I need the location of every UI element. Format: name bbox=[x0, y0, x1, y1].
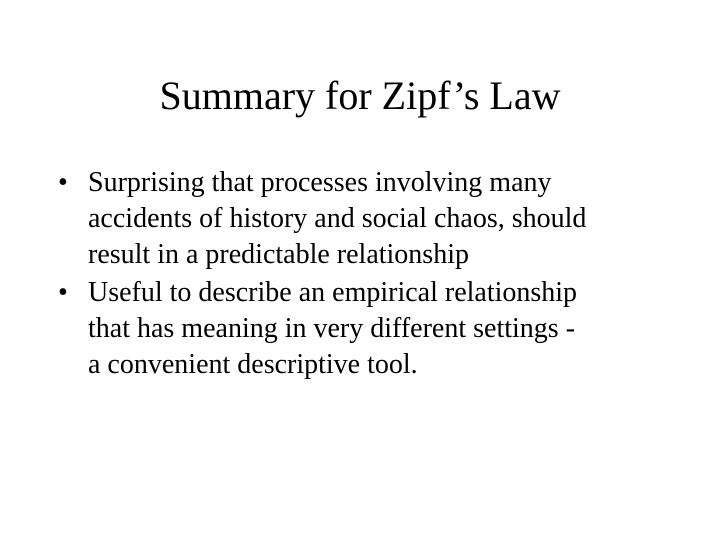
bullet-line: result in a predictable relationship bbox=[88, 239, 469, 270]
bullet-line: that has meaning in very different settings - bbox=[88, 313, 576, 344]
slide-title: Summary for Zipf’s Law bbox=[159, 73, 561, 118]
bullet-line: Useful to describe an empirical relationship bbox=[88, 277, 578, 308]
bullet-line: accidents of history and social chaos, should bbox=[88, 203, 587, 234]
bullet-item bbox=[58, 275, 678, 383]
bullet-item bbox=[58, 165, 678, 273]
bullet-marker: • bbox=[58, 167, 68, 198]
bullet-list bbox=[58, 165, 678, 385]
bullet-line: a convenient descriptive tool. bbox=[88, 349, 418, 380]
bullet-line: Surprising that processes involving many bbox=[88, 167, 552, 198]
bullet-marker: • bbox=[58, 277, 68, 308]
